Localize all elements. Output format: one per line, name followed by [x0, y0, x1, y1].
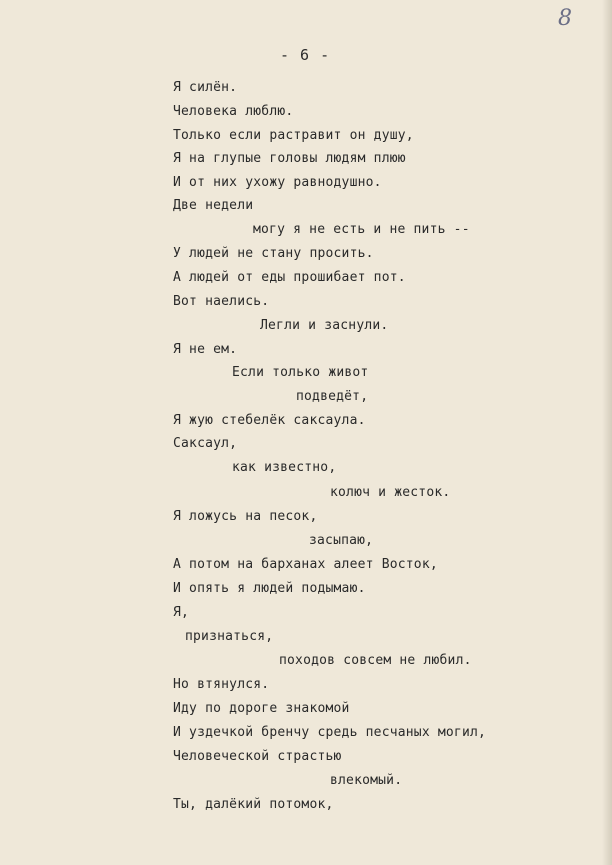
- poem-line: Я жую стебелёк саксаула.: [173, 413, 366, 428]
- poem-line: Ты, далёкий потомок,: [173, 797, 334, 812]
- poem-line: И опять я людей подымаю.: [173, 581, 366, 596]
- poem-line: Я не ем.: [173, 342, 238, 357]
- poem-line: А людей от еды прошибает пот.: [173, 270, 406, 285]
- poem-line: Я,: [173, 605, 190, 620]
- poem-line: Легли и заснули.: [260, 318, 389, 333]
- poem-line: влекомый.: [330, 773, 403, 788]
- poem-line: Только если растравит он душу,: [173, 128, 414, 143]
- poem-line: Вот наелись.: [173, 294, 270, 309]
- poem-line: Но втянулся.: [173, 677, 270, 692]
- poem-line: как известно,: [232, 460, 337, 475]
- page-edge-shadow: [602, 0, 612, 865]
- poem-line: У людей не стану просить.: [173, 246, 374, 261]
- poem-line: Человека люблю.: [173, 104, 294, 119]
- poem-line: Я на глупые головы людям плюю: [173, 151, 406, 166]
- poem-line: Саксаул,: [173, 436, 238, 451]
- poem-line: признаться,: [185, 629, 274, 644]
- poem-line: Человеческой страстью: [173, 749, 342, 764]
- poem-line: И уздечкой бренчу средь песчаных могил,: [173, 725, 487, 740]
- poem-line: Я силён.: [173, 80, 238, 95]
- poem-line: И от них ухожу равнодушно.: [173, 175, 382, 190]
- poem-line: Я ложусь на песок,: [173, 509, 318, 524]
- poem-line: Если только живот: [232, 365, 369, 380]
- poem-line: Иду по дороге знакомой: [173, 701, 350, 716]
- poem-line: могу я не есть и не пить --: [253, 222, 470, 237]
- poem-line: колюч и жесток.: [330, 485, 451, 500]
- poem-line: походов совсем не любил.: [279, 653, 472, 668]
- poem-line: А потом на барханах алеет Восток,: [173, 557, 438, 572]
- handwritten-folio-number: 8: [558, 6, 572, 31]
- poem-line: засыпаю,: [309, 533, 374, 548]
- poem-line: подведёт,: [296, 389, 369, 404]
- poem-line: Две недели: [173, 198, 254, 213]
- page-number: - 6 -: [280, 46, 331, 64]
